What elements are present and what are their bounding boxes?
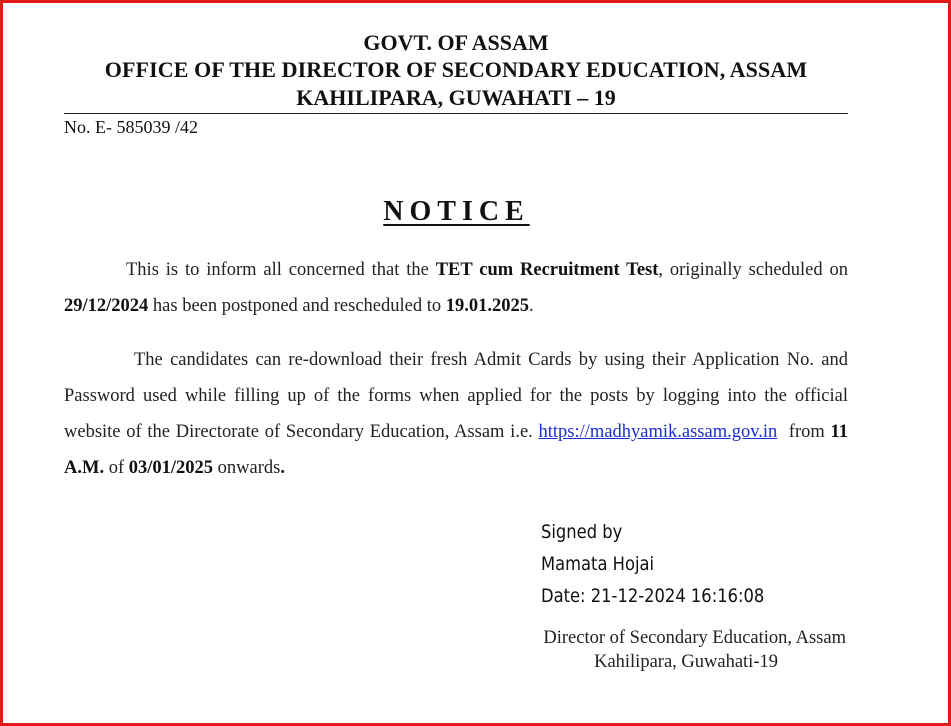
director-address: Kahilipara, Guwahati-19 bbox=[594, 652, 778, 672]
para1-text-1: This is to inform all concerned that the bbox=[126, 260, 436, 280]
para2-download-date: 03/01/2025 bbox=[128, 458, 214, 478]
signature-label: Signed by bbox=[541, 521, 623, 543]
notice-title: NOTICE bbox=[383, 196, 530, 227]
para1-text-4: . bbox=[529, 296, 534, 316]
letterhead-address: KAHILIPARA, GUWAHATI – 19 bbox=[296, 85, 616, 110]
para2-time: 11 A.M. bbox=[64, 422, 848, 478]
notice-paragraph-2 bbox=[64, 342, 848, 486]
para1-new-date: 19.01.2025 bbox=[445, 296, 529, 316]
para2-text-1: The candidates can re-download their fresh Admit Cards by using their Application No. and Password used while filling up of the forms when applied for the posts by logging into the official website of the Directorate of Secondary Education, Assam i.e. bbox=[64, 350, 848, 442]
director-title: Director of Secondary Education, Assam bbox=[543, 628, 846, 648]
letterhead-office: OFFICE OF THE DIRECTOR OF SECONDARY EDUCATION, ASSAM bbox=[104, 57, 808, 82]
notice-paragraph-1 bbox=[64, 252, 848, 324]
para2-period: . bbox=[280, 458, 285, 478]
para2-text-2: from bbox=[777, 422, 831, 442]
website-link[interactable]: https://madhyamik.assam.gov.in bbox=[538, 422, 778, 442]
para2-text-4: onwards bbox=[213, 458, 281, 478]
digital-signature bbox=[541, 516, 764, 612]
header-rule bbox=[64, 113, 848, 114]
para1-exam-name: TET cum Recruitment Test bbox=[435, 260, 659, 280]
director-designation bbox=[480, 626, 846, 674]
reference-number: No. E- 585039 /42 bbox=[64, 117, 198, 137]
letterhead-govt: GOVT. OF ASSAM bbox=[363, 30, 549, 55]
signatory-name: Mamata Hojai bbox=[541, 553, 655, 575]
para1-original-date: 29/12/2024 bbox=[64, 296, 149, 316]
signature-date: Date: 21-12-2024 16:16:08 bbox=[541, 585, 765, 607]
para1-text-3: has been postponed and rescheduled to bbox=[148, 296, 446, 316]
letterhead bbox=[64, 30, 848, 112]
para2-text-3: of bbox=[104, 458, 129, 478]
para1-text-2: , originally scheduled on bbox=[658, 260, 848, 280]
